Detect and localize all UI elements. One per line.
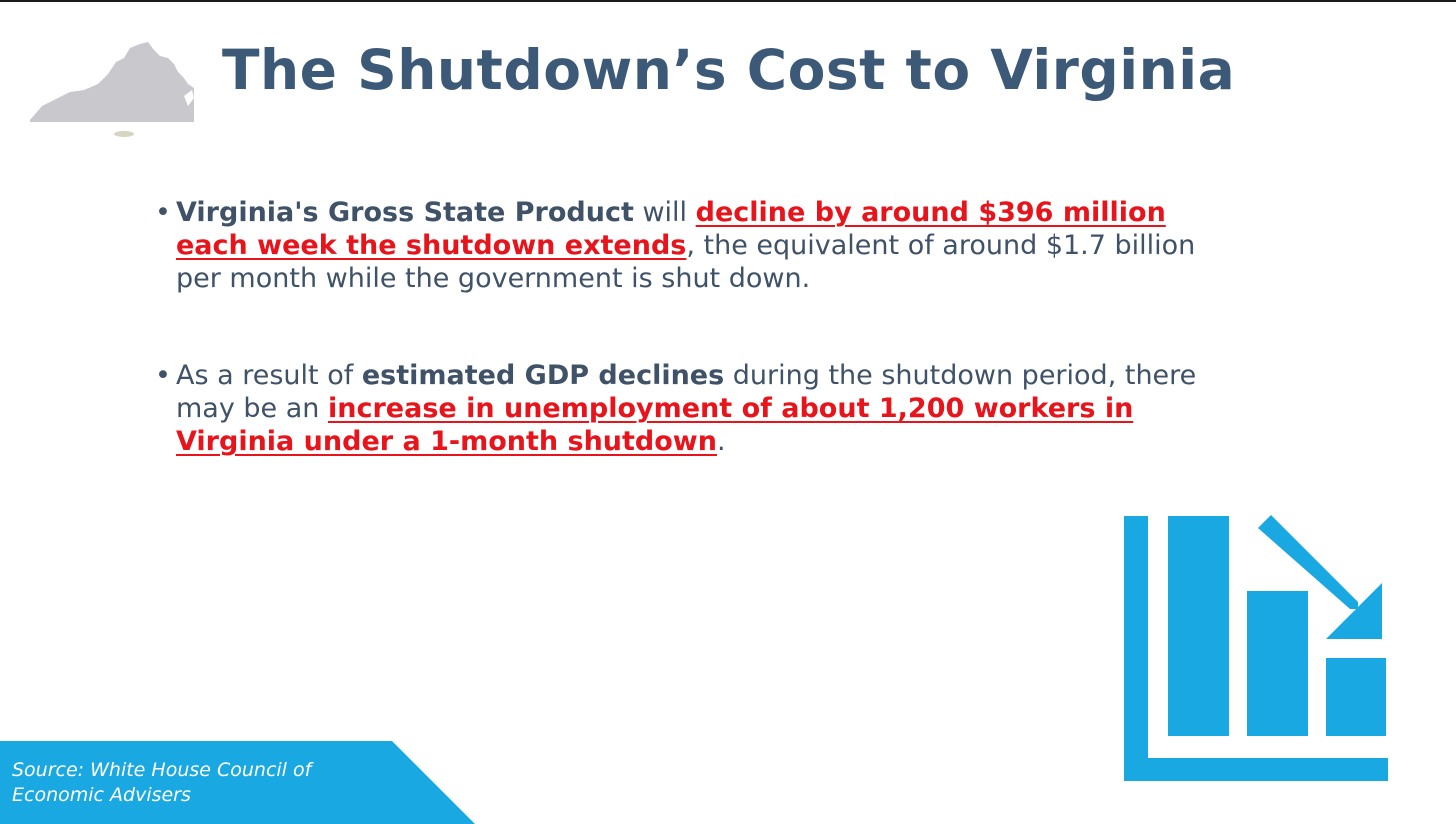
chart-axis-vertical [1124,516,1148,781]
source-citation: Source: White House Council of Economic Advisers [12,759,312,806]
top-border [0,0,1456,2]
gdp-declines-emphasis: estimated GDP declines [361,360,725,391]
bullet-list [155,196,1245,458]
chart-bar-short [1326,658,1386,736]
declining-bar-chart-icon [1122,513,1390,783]
chart-bar-tall [1168,516,1229,736]
bullet-text: As a result of [176,360,362,391]
bullet-text: . [716,426,726,457]
chart-bar-medium [1247,591,1308,736]
bullet-item-unemployment [155,359,1245,458]
gsp-label: Virginia's Gross State Product [176,197,634,228]
gsp-decline-link[interactable]: decline by around $396 million each week the shutdown extends [176,197,1166,261]
bullet-text: , the equivalent of around $1.7 billion per month while the government is shut down. [176,230,1196,294]
bullet-text: during the shutdown period, there may be an [176,360,1197,424]
page-title: The Shutdown’s Cost to Virginia [222,38,1236,102]
bullet-item-gsp [155,196,1245,295]
bullet-text: will [633,197,696,228]
unemployment-increase-link[interactable]: increase in unemployment of about 1,200 workers in Virginia under a 1-month shutdown [176,393,1134,457]
bullet-dot: • [155,360,171,391]
chart-axis-horizontal [1124,758,1388,781]
virginia-state-outline-icon [28,40,196,138]
bullet-dot: • [155,197,171,228]
